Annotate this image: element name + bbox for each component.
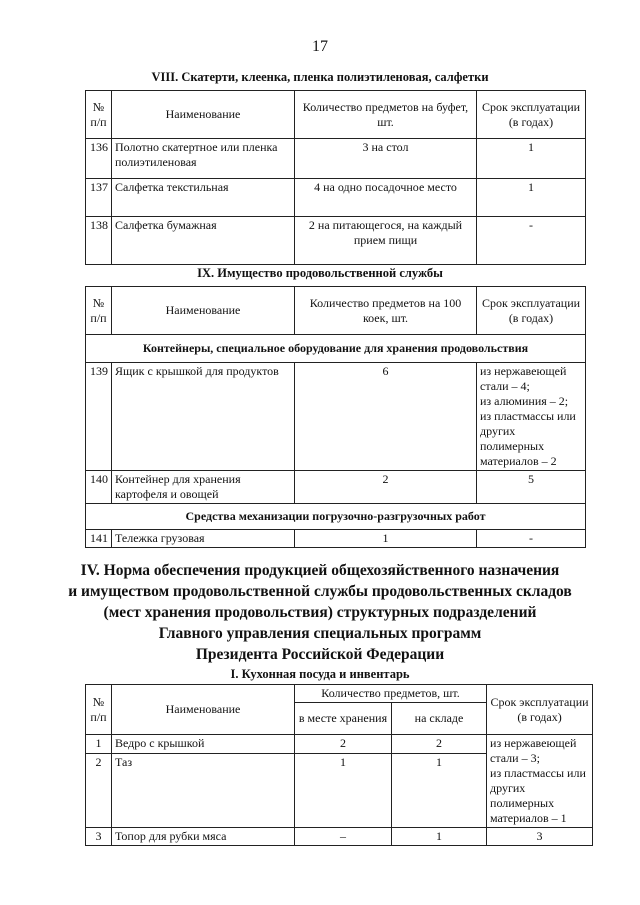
row-num: 140 <box>86 471 112 504</box>
table-row <box>86 530 586 548</box>
row-num: 136 <box>86 139 112 179</box>
group-heading: Средства механизации погрузочно-разгрузочных работ <box>86 504 586 530</box>
row-storage: – <box>295 828 392 846</box>
col-num-header: № п/п <box>86 287 112 335</box>
col-term-header: Срок эксплуатации (в годах) <box>477 91 586 139</box>
col-term-header: Срок эксплуатации (в годах) <box>477 287 586 335</box>
row-term: из нержавеющей стали – 3; из пластмассы или других полимерных материалов – 1 <box>487 735 593 828</box>
col-qty-header: Количество предметов на 100 коек, шт. <box>295 287 477 335</box>
row-warehouse: 1 <box>392 828 487 846</box>
table-row <box>86 217 586 265</box>
page-number: 17 <box>312 38 328 55</box>
section-1-title: I. Кухонная посуда и инвентарь <box>230 667 410 681</box>
row-qty: 1 <box>295 530 477 548</box>
row-term: из нержавеющей стали – 4; из алюминия – 2; из пластмассы или других полимерных материалов – 2 <box>477 363 586 471</box>
section-9-table <box>85 286 586 548</box>
col-name-header: Наименование <box>112 287 295 335</box>
row-name: Ящик с крышкой для продуктов <box>112 363 295 471</box>
row-storage: 2 <box>295 735 392 754</box>
group-heading: Контейнеры, специальное оборудование для хранения продовольствия <box>86 335 586 363</box>
table-row <box>86 139 586 179</box>
table-header-row <box>86 685 593 703</box>
col-name-header: Наименование <box>112 685 295 735</box>
row-warehouse: 1 <box>392 753 487 827</box>
row-term: 1 <box>477 139 586 179</box>
row-num: 139 <box>86 363 112 471</box>
row-name: Полотно скатертное или пленка полиэтиленовая <box>112 139 295 179</box>
section-8-table <box>85 90 586 265</box>
section-1-table <box>85 684 593 846</box>
norm-title: IV. Норма обеспечения продукцией общехозяйственного назначения и имуществом продовольственной службы продовольственных складов (мест хранения продовольствия) структурных подразделений Главного управления специальных программ Президента Российской Федерации <box>68 562 572 663</box>
row-name: Таз <box>112 753 295 827</box>
section-9-title: IX. Имущество продовольственной службы <box>197 266 443 280</box>
col-qty-header: Количество предметов на буфет, шт. <box>295 91 477 139</box>
row-num: 1 <box>86 735 112 754</box>
row-num: 2 <box>86 753 112 827</box>
table-header-row <box>86 287 586 335</box>
row-term: - <box>477 530 586 548</box>
table-header-row <box>86 91 586 139</box>
table-row <box>86 471 586 504</box>
row-name: Салфетка текстильная <box>112 179 295 217</box>
table-row <box>86 828 593 846</box>
row-num: 137 <box>86 179 112 217</box>
row-qty: 2 на питающегося, на каждый прием пищи <box>295 217 477 265</box>
row-term: 3 <box>487 828 593 846</box>
group-row <box>86 504 586 530</box>
row-storage: 1 <box>295 753 392 827</box>
col-warehouse-header: на складе <box>392 703 487 735</box>
row-num: 3 <box>86 828 112 846</box>
col-term-header: Срок эксплуатации (в годах) <box>487 685 593 735</box>
row-warehouse: 2 <box>392 735 487 754</box>
col-storage-header: в месте хранения <box>295 703 392 735</box>
table-row <box>86 363 586 471</box>
col-num-header: № п/п <box>86 685 112 735</box>
section-8-title: VIII. Скатерти, клеенка, пленка полиэтиленовая, салфетки <box>151 70 489 84</box>
row-term: 5 <box>477 471 586 504</box>
col-name-header: Наименование <box>112 91 295 139</box>
row-qty: 2 <box>295 471 477 504</box>
row-qty: 4 на одно посадочное место <box>295 179 477 217</box>
row-num: 138 <box>86 217 112 265</box>
row-name: Салфетка бумажная <box>112 217 295 265</box>
col-num-header: № п/п <box>86 91 112 139</box>
table-row <box>86 179 586 217</box>
row-qty: 6 <box>295 363 477 471</box>
row-term: 1 <box>477 179 586 217</box>
row-name: Тележка грузовая <box>112 530 295 548</box>
group-row <box>86 335 586 363</box>
table-row <box>86 735 593 754</box>
row-name: Ведро с крышкой <box>112 735 295 754</box>
row-term: - <box>477 217 586 265</box>
row-qty: 3 на стол <box>295 139 477 179</box>
row-num: 141 <box>86 530 112 548</box>
row-name: Топор для рубки мяса <box>112 828 295 846</box>
row-name: Контейнер для хранения картофеля и овощей <box>112 471 295 504</box>
col-qty-header: Количество предметов, шт. <box>295 685 487 703</box>
